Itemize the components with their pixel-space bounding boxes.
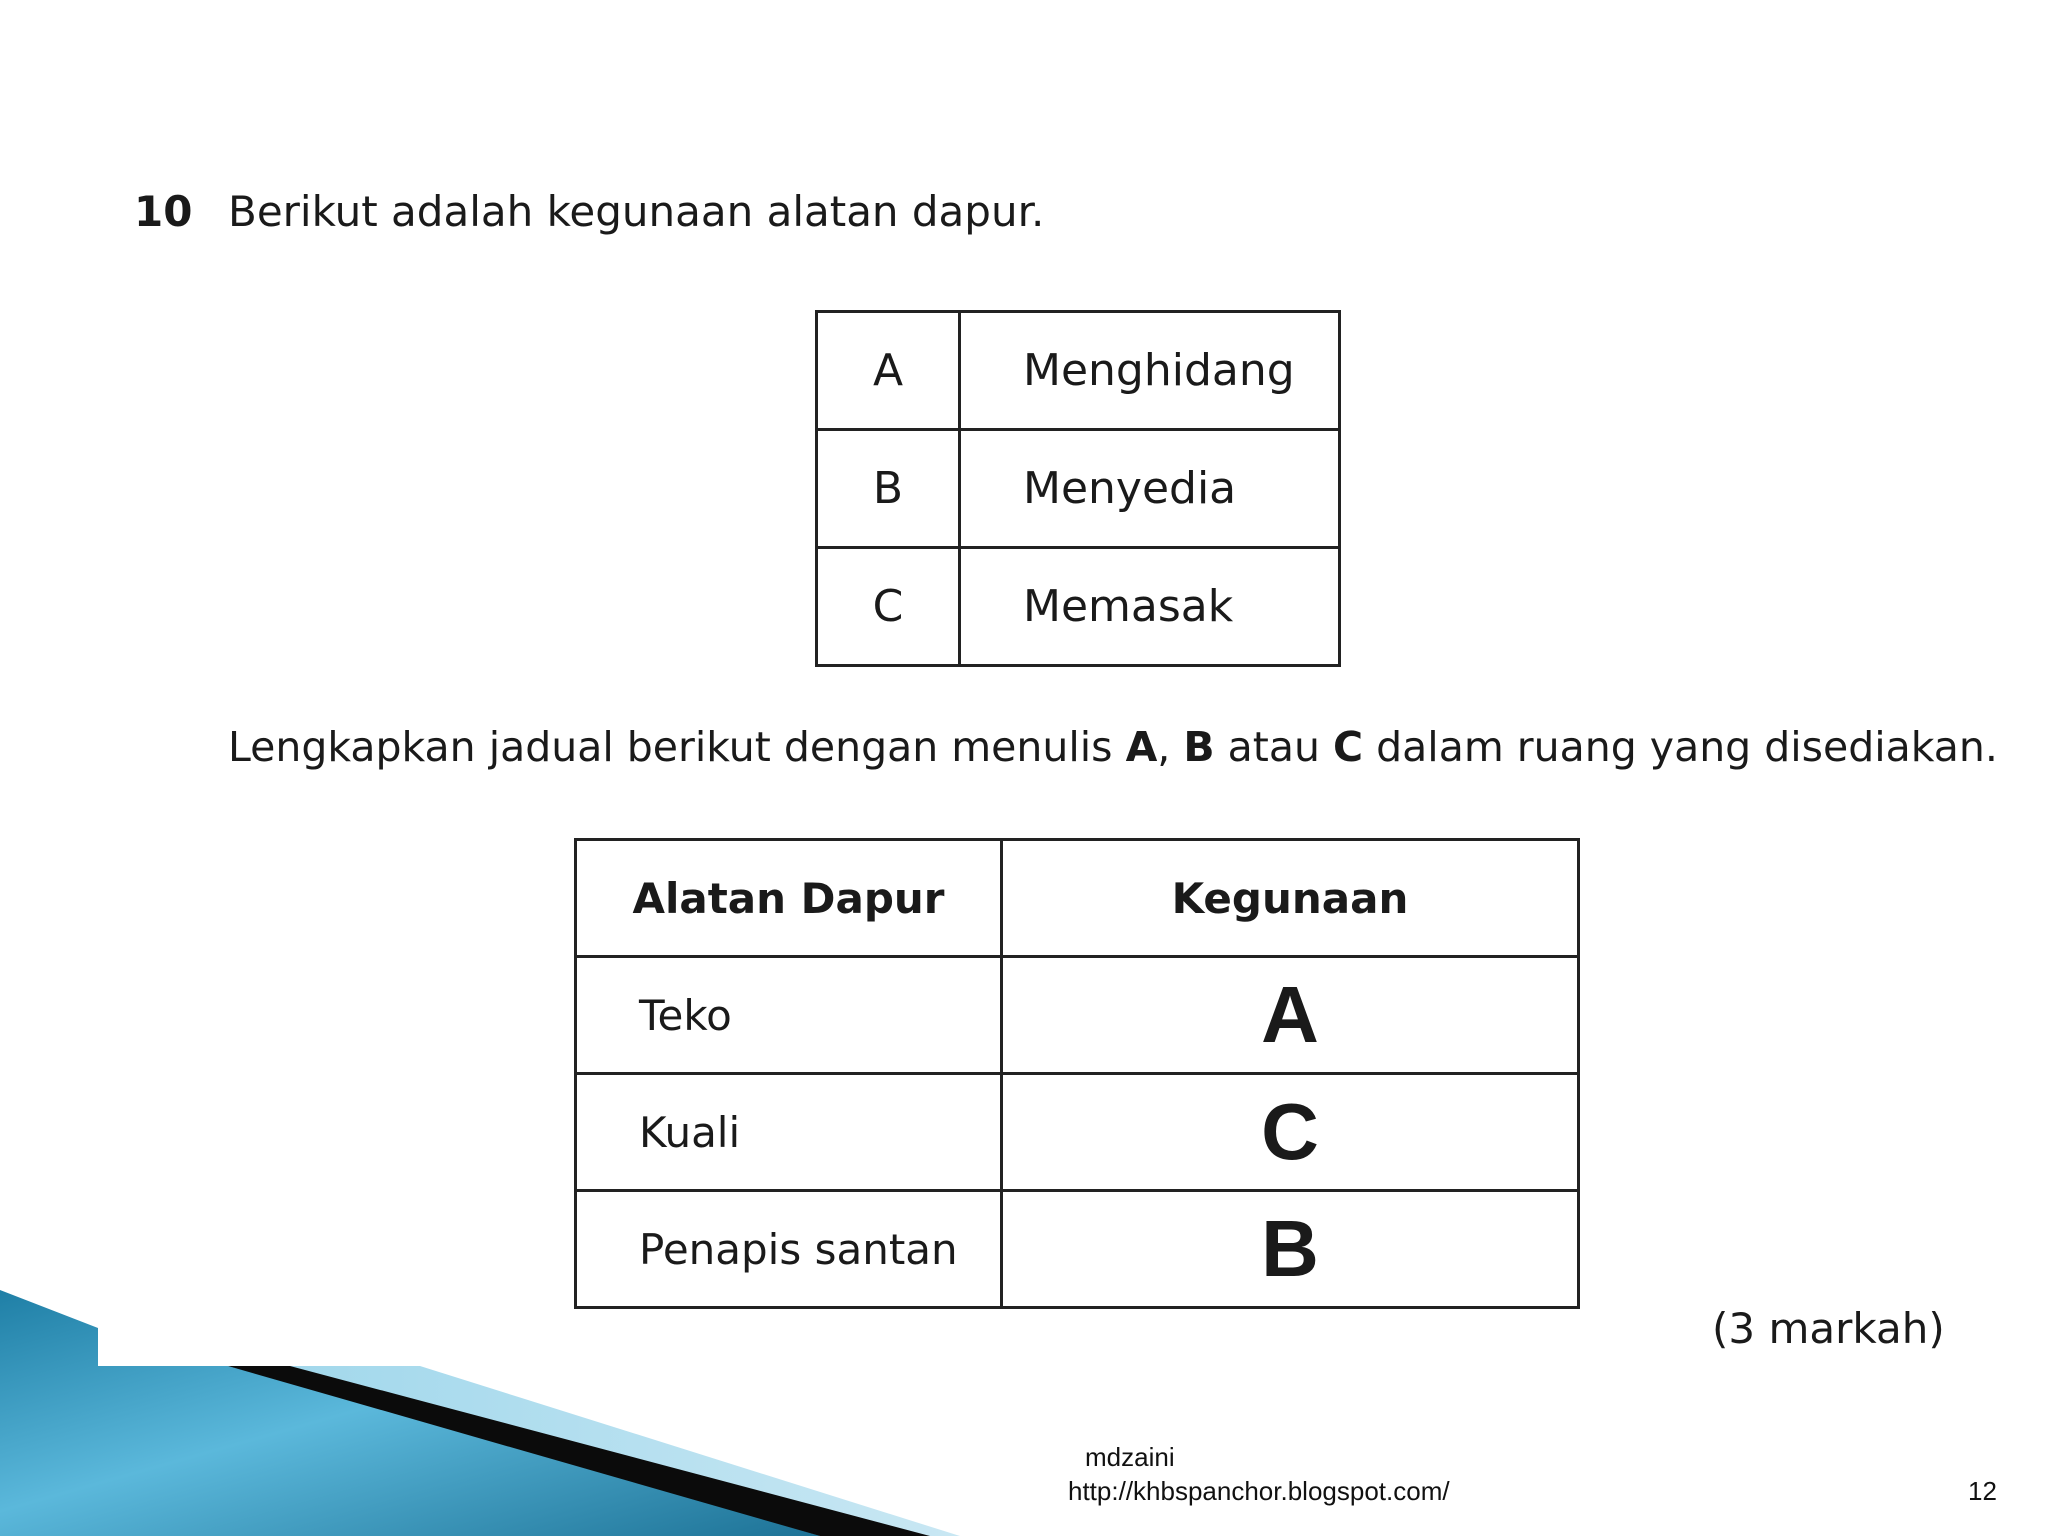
answer-table-row: [576, 1074, 1579, 1191]
kitchen-tool-cell: Teko: [576, 957, 1002, 1074]
instruction-option-b: B: [1183, 723, 1215, 771]
key-table: [815, 310, 1341, 667]
footer-author: mdzaini: [1085, 1442, 1175, 1472]
answer-table: [574, 838, 1580, 1309]
header-alatan-dapur: Alatan Dapur: [576, 840, 1002, 957]
marks-label: (3 markah): [1712, 1304, 1945, 1353]
answer-cell: C: [1002, 1074, 1579, 1191]
question-number: 10: [134, 187, 193, 236]
instruction-sep: ,: [1157, 723, 1184, 771]
instruction-part3: dalam ruang yang disediakan.: [1363, 723, 1998, 771]
key-letter: A: [817, 312, 960, 430]
key-letter: C: [817, 548, 960, 666]
answer-table-header-row: [576, 840, 1579, 957]
key-usage: Memasak: [960, 548, 1340, 666]
answer-cell: A: [1002, 957, 1579, 1074]
instruction-option-c: C: [1333, 723, 1364, 771]
instruction-text: [228, 723, 1998, 771]
question-text: Berikut adalah kegunaan alatan dapur.: [228, 187, 1045, 236]
kitchen-tool-cell: Penapis santan: [576, 1191, 1002, 1308]
footer-url: http://khbspanchor.blogspot.com/: [1068, 1476, 1450, 1506]
instruction-part2: atau: [1214, 723, 1334, 771]
key-table-row: [817, 430, 1340, 548]
answer-table-row: [576, 957, 1579, 1074]
instruction-option-a: A: [1125, 723, 1158, 771]
key-letter: B: [817, 430, 960, 548]
key-table-row: [817, 312, 1340, 430]
key-usage: Menghidang: [960, 312, 1340, 430]
answer-table-row: [576, 1191, 1579, 1308]
page-number: 12: [1968, 1476, 1997, 1506]
header-kegunaan: Kegunaan: [1002, 840, 1579, 957]
key-usage: Menyedia: [960, 430, 1340, 548]
key-table-row: [817, 548, 1340, 666]
answer-cell: B: [1002, 1191, 1579, 1308]
kitchen-tool-cell: Kuali: [576, 1074, 1002, 1191]
instruction-part1: Lengkapkan jadual berikut dengan menulis: [228, 723, 1126, 771]
